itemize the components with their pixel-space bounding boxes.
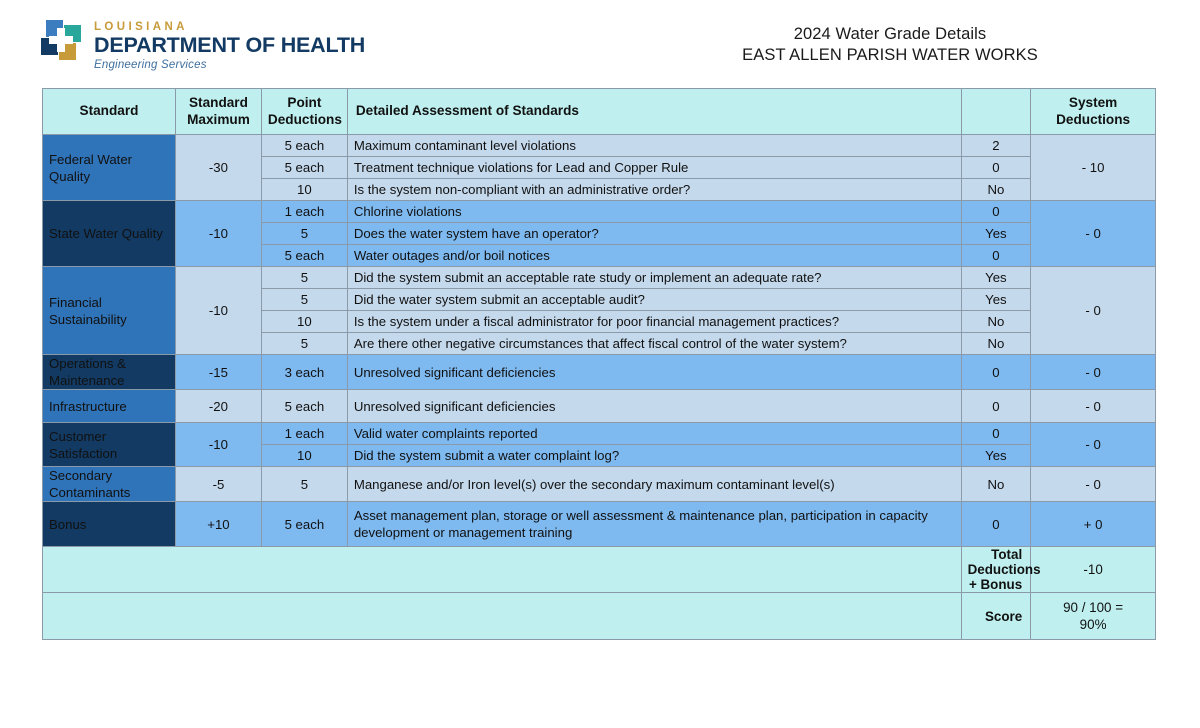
total-deductions-row (43, 547, 1156, 593)
detailed-assessment-cell: Asset management plan, storage or well assessment & maintenance plan, participation in capacity development or management training (347, 502, 961, 547)
logo-line-department: DEPARTMENT OF HEALTH (94, 33, 366, 57)
detailed-assessment-cell: Manganese and/or Iron level(s) over the secondary maximum contaminant level(s) (347, 467, 961, 502)
assessment-value-cell: 0 (961, 390, 1031, 423)
standard-maximum-cell: -15 (175, 355, 261, 390)
point-deductions-cell: 1 each (261, 201, 347, 223)
assessment-value-cell: 0 (961, 245, 1031, 267)
standard-name-cell: Infrastructure (43, 390, 176, 423)
system-deductions-cell: - 0 (1031, 267, 1156, 355)
assessment-value-cell: No (961, 179, 1031, 201)
system-deductions-cell: - 0 (1031, 390, 1156, 423)
standard-maximum-cell: -10 (175, 423, 261, 467)
score-label: Score (961, 593, 1031, 640)
title-year-line: 2024 Water Grade Details (793, 25, 987, 43)
table-row (43, 502, 1156, 547)
assessment-value-cell: Yes (961, 289, 1031, 311)
point-deductions-cell: 10 (261, 179, 347, 201)
assessment-value-cell: 0 (961, 355, 1031, 390)
assessment-value-cell: 0 (961, 157, 1031, 179)
score-value: 90 / 100 = 90% (1031, 593, 1156, 640)
page-title (600, 24, 1180, 66)
water-grade-table (42, 88, 1156, 640)
detailed-assessment-cell: Does the water system have an operator? (347, 223, 961, 245)
system-deductions-cell: + 0 (1031, 502, 1156, 547)
standard-name-cell: Bonus (43, 502, 176, 547)
system-deductions-cell: - 0 (1031, 467, 1156, 502)
total-deductions-label: Total Deductions + Bonus (961, 547, 1031, 593)
standard-name-cell: Secondary Contaminants (43, 467, 176, 502)
system-deductions-cell: - 10 (1031, 135, 1156, 201)
table-row (43, 423, 1156, 445)
standard-maximum-cell: -5 (175, 467, 261, 502)
assessment-value-cell: Yes (961, 445, 1031, 467)
point-deductions-cell: 5 (261, 289, 347, 311)
table-row (43, 267, 1156, 289)
standard-maximum-cell: -10 (175, 267, 261, 355)
table-header-row (43, 89, 1156, 135)
point-deductions-cell: 5 each (261, 502, 347, 547)
ldh-cross-logo-icon (40, 19, 84, 63)
table-footer (43, 547, 1156, 640)
assessment-value-cell: 0 (961, 201, 1031, 223)
assessment-value-cell: Yes (961, 267, 1031, 289)
point-deductions-cell: 10 (261, 445, 347, 467)
point-deductions-cell: 10 (261, 311, 347, 333)
score-row (43, 593, 1156, 640)
ldh-logo-text (94, 19, 365, 72)
total-deductions-value: -10 (1031, 547, 1156, 593)
table-row (43, 355, 1156, 390)
logo-line-louisiana: LOUISIANA (94, 21, 188, 33)
table-row (43, 201, 1156, 223)
assessment-value-cell: 2 (961, 135, 1031, 157)
page-header (0, 0, 1200, 78)
column-header-value (961, 89, 1031, 135)
detailed-assessment-cell: Did the water system submit an acceptable audit? (347, 289, 961, 311)
title-system-name: EAST ALLEN PARISH WATER WORKS (742, 46, 1038, 64)
point-deductions-cell: 5 each (261, 245, 347, 267)
detailed-assessment-cell: Unresolved significant deficiencies (347, 390, 961, 423)
standard-name-cell: Customer Satisfaction (43, 423, 176, 467)
column-header-system-deductions: System Deductions (1031, 89, 1156, 135)
point-deductions-cell: 3 each (261, 355, 347, 390)
table-body (43, 135, 1156, 547)
detailed-assessment-cell: Maximum contaminant level violations (347, 135, 961, 157)
logo-line-engineering-services: Engineering Services (94, 59, 207, 71)
assessment-value-cell: No (961, 311, 1031, 333)
detailed-assessment-cell: Treatment technique violations for Lead and Copper Rule (347, 157, 961, 179)
standard-name-cell: Operations & Maintenance (43, 355, 176, 390)
detailed-assessment-cell: Did the system submit an acceptable rate study or implement an adequate rate? (347, 267, 961, 289)
column-header-point-deductions: Point Deductions (261, 89, 347, 135)
point-deductions-cell: 5 (261, 223, 347, 245)
ldh-logo (40, 19, 365, 72)
point-deductions-cell: 5 (261, 467, 347, 502)
point-deductions-cell: 5 each (261, 157, 347, 179)
assessment-value-cell: No (961, 333, 1031, 355)
table-row (43, 135, 1156, 157)
column-header-standard-maximum: Standard Maximum (175, 89, 261, 135)
assessment-value-cell: No (961, 467, 1031, 502)
detailed-assessment-cell: Did the system submit a water complaint log? (347, 445, 961, 467)
detailed-assessment-cell: Are there other negative circumstances that affect fiscal control of the water system? (347, 333, 961, 355)
footer-spacer-score (43, 593, 962, 640)
system-deductions-cell: - 0 (1031, 423, 1156, 467)
table-row (43, 467, 1156, 502)
table-row (43, 390, 1156, 423)
detailed-assessment-cell: Is the system non-compliant with an administrative order? (347, 179, 961, 201)
detailed-assessment-cell: Unresolved significant deficiencies (347, 355, 961, 390)
standard-name-cell: State Water Quality (43, 201, 176, 267)
point-deductions-cell: 5 each (261, 135, 347, 157)
point-deductions-cell: 5 each (261, 390, 347, 423)
column-header-detailed-assessment: Detailed Assessment of Standards (347, 89, 961, 135)
assessment-value-cell: 0 (961, 502, 1031, 547)
detailed-assessment-cell: Is the system under a fiscal administrator for poor financial management practices? (347, 311, 961, 333)
standard-name-cell: Federal Water Quality (43, 135, 176, 201)
standard-maximum-cell: -10 (175, 201, 261, 267)
system-deductions-cell: - 0 (1031, 201, 1156, 267)
footer-spacer-total (43, 547, 962, 593)
assessment-value-cell: 0 (961, 423, 1031, 445)
system-deductions-cell: - 0 (1031, 355, 1156, 390)
point-deductions-cell: 5 (261, 267, 347, 289)
detailed-assessment-cell: Chlorine violations (347, 201, 961, 223)
detailed-assessment-cell: Valid water complaints reported (347, 423, 961, 445)
point-deductions-cell: 1 each (261, 423, 347, 445)
standard-maximum-cell: -30 (175, 135, 261, 201)
standard-maximum-cell: -20 (175, 390, 261, 423)
detailed-assessment-cell: Water outages and/or boil notices (347, 245, 961, 267)
point-deductions-cell: 5 (261, 333, 347, 355)
standard-maximum-cell: +10 (175, 502, 261, 547)
column-header-standard: Standard (43, 89, 176, 135)
assessment-value-cell: Yes (961, 223, 1031, 245)
standard-name-cell: Financial Sustainability (43, 267, 176, 355)
